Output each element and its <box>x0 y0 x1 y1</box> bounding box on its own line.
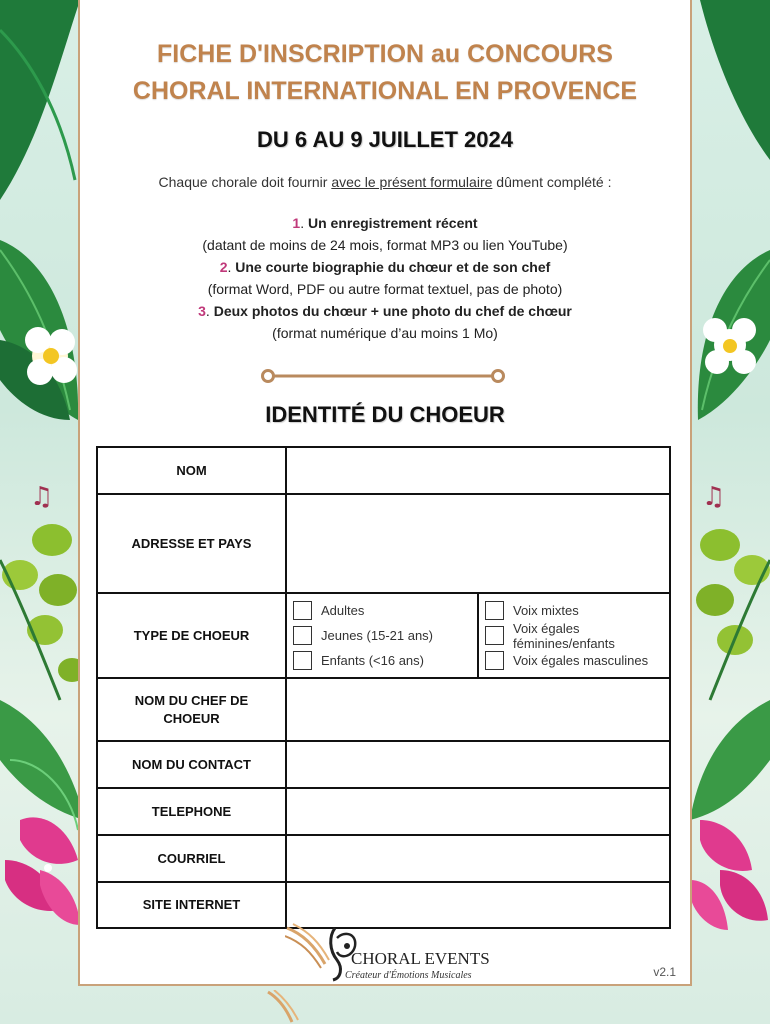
field-label-site: SITE INTERNET <box>97 882 286 928</box>
checkbox[interactable] <box>485 601 504 620</box>
version-label: v2.1 <box>653 965 676 979</box>
option-voix-feminines[interactable] <box>485 620 663 651</box>
table-row <box>97 788 670 835</box>
table-row <box>97 447 670 494</box>
choral-events-logo <box>285 920 495 982</box>
ornament-divider <box>260 368 506 384</box>
requirement-detail: (format Word, PDF ou autre format textuel, pas de photo) <box>207 281 563 297</box>
registration-form-page <box>78 0 692 986</box>
option-label: Voix égales masculines <box>513 653 649 668</box>
voice-options <box>477 594 669 677</box>
intro-underlined: avec le présent formulaire <box>331 174 493 190</box>
requirement-title: Un enregistrement récent <box>307 215 478 231</box>
requirement-detail: (datant de moins de 24 mois, format MP3 ou lien YouTube) <box>202 237 568 253</box>
right-floral-decoration <box>680 0 770 1024</box>
table-row <box>97 835 670 882</box>
table-row <box>97 678 670 741</box>
field-label-chef: NOM DU CHEF DE CHOEUR <box>97 678 286 741</box>
logo-tagline: Créateur d'Émotions Musicales <box>345 970 472 981</box>
title-line-1: FICHE D'INSCRIPTION au CONCOURS <box>157 40 613 68</box>
svg-text:♫: ♫ <box>702 482 726 512</box>
requirement-number: 2 <box>219 259 228 275</box>
requirement-number: 3 <box>198 303 206 319</box>
section-title: IDENTITÉ DU CHOEUR <box>265 402 505 427</box>
option-label: Adultes <box>321 603 365 618</box>
field-label-type: TYPE DE CHOEUR <box>97 593 286 678</box>
checkbox[interactable] <box>293 601 312 620</box>
logo-brand: CHORAL EVENTS <box>351 949 490 968</box>
field-input-adresse[interactable] <box>286 494 670 593</box>
field-label-nom: NOM <box>97 447 286 494</box>
field-input-contact[interactable] <box>286 741 670 788</box>
field-label-telephone: TELEPHONE <box>97 788 286 835</box>
choir-type-options <box>286 593 670 678</box>
requirement-2: 2. Une courte biographie du chœur et de son chef (format Word, PDF ou autre format textuel, pas de photo) <box>207 259 563 297</box>
option-label: Enfants (<16 ans) <box>321 653 424 668</box>
requirement-title: Deux photos du chœur + une photo du chef de chœur <box>213 303 572 319</box>
intro-before: Chaque chorale doit fournir <box>158 174 332 190</box>
field-input-chef[interactable] <box>286 678 670 741</box>
svg-text:♫: ♫ <box>30 482 54 512</box>
option-adultes[interactable] <box>293 598 471 623</box>
field-label-contact: NOM DU CONTACT <box>97 741 286 788</box>
field-input-telephone[interactable] <box>286 788 670 835</box>
intro-after: dûment complété : <box>492 174 612 190</box>
field-label-adresse: ADRESSE ET PAYS <box>97 494 286 593</box>
option-voix-mixtes[interactable] <box>485 598 663 623</box>
checkbox[interactable] <box>293 651 312 670</box>
option-label: Voix égales féminines/enfants <box>513 620 615 651</box>
choir-identity-table <box>96 446 671 929</box>
requirement-1: 1. Un enregistrement récent (datant de moins de 24 mois, format MP3 ou lien YouTube) <box>202 215 568 253</box>
field-label-courriel: COURRIEL <box>97 835 286 882</box>
event-dates: DU 6 AU 9 JUILLET 2024 <box>257 127 513 152</box>
field-input-courriel[interactable] <box>286 835 670 882</box>
checkbox[interactable] <box>293 626 312 645</box>
option-voix-masculines[interactable] <box>485 648 663 673</box>
field-input-nom[interactable] <box>286 447 670 494</box>
option-jeunes[interactable] <box>293 623 471 648</box>
requirement-title: Une courte biographie du chœur et de son chef <box>235 259 551 275</box>
title-line-2: CHORAL INTERNATIONAL EN PROVENCE <box>132 77 638 105</box>
option-label: Jeunes (15-21 ans) <box>321 628 434 643</box>
checkbox[interactable] <box>485 651 504 670</box>
feather-ornament <box>264 990 304 1024</box>
age-options <box>287 594 477 677</box>
left-floral-decoration <box>0 0 90 1024</box>
option-label: Voix mixtes <box>513 603 579 618</box>
requirement-number: 1 <box>292 215 301 231</box>
table-row <box>97 494 670 593</box>
requirement-3: 3. Deux photos du chœur + une photo du chef de chœur (format numérique d’au moins 1 Mo) <box>198 303 572 341</box>
checkbox[interactable] <box>485 626 504 645</box>
requirement-detail: (format numérique d’au moins 1 Mo) <box>272 325 498 341</box>
option-enfants[interactable] <box>293 648 471 673</box>
table-row <box>97 593 670 678</box>
intro-text <box>80 174 690 190</box>
table-row <box>97 741 670 788</box>
